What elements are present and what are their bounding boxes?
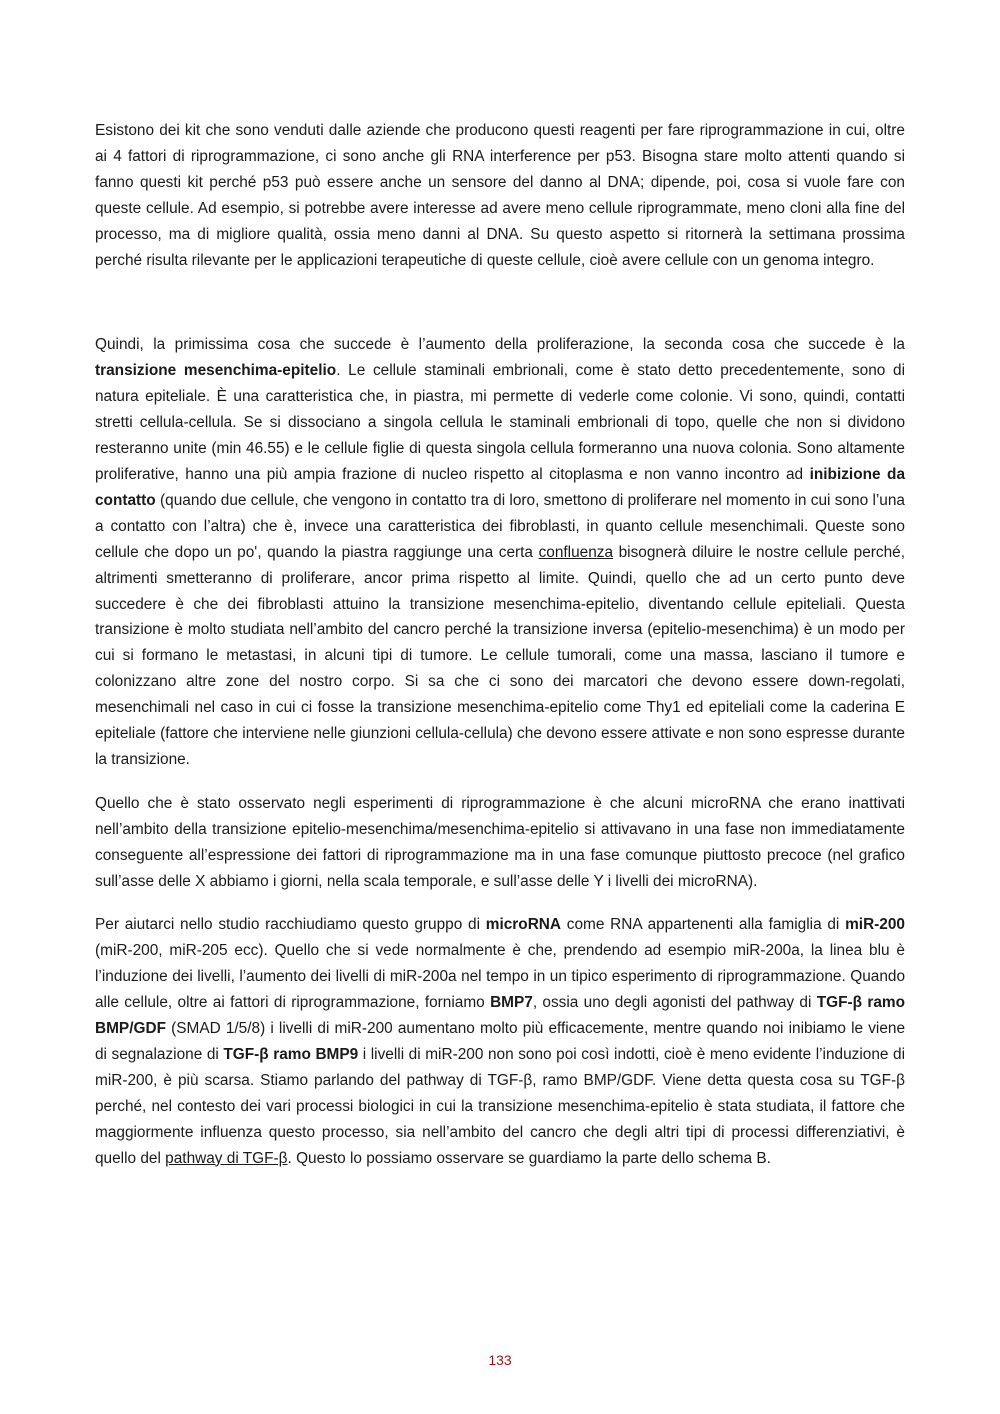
paragraph-gap bbox=[95, 894, 905, 912]
paragraph-mir200-family bbox=[95, 912, 905, 1171]
text-run: Quello che è stato osservato negli esperimenti di riprogrammazione è che alcuni microRNA che erano inattivati nell’ambito della transizione epitelio-mesenchima/mesenchima-epitelio si attivavano in una fase non immediatamente conseguente all’espressione dei fattori di riprogrammazione ma in una fase comunque piuttosto precoce (nel grafico sull’asse delle X abbiamo i giorni, nella scala temporale, e sull’asse delle Y i livelli dei microRNA). bbox=[95, 794, 905, 890]
page-content bbox=[95, 118, 905, 1172]
text-run: Per aiutarci nello studio racchiudiamo questo gruppo di bbox=[95, 916, 486, 934]
paragraph-kit-p53 bbox=[95, 118, 905, 273]
paragraph-gap bbox=[95, 773, 905, 791]
bold-term: microRNA bbox=[485, 916, 562, 934]
text-run: Quindi, la primissima cosa che succede è l’aumento della proliferazione, la seconda cosa che succede è la bbox=[95, 336, 905, 354]
text-run: come RNA appartenenti alla famiglia di bbox=[561, 916, 846, 934]
underlined-term: pathway di TGF-β bbox=[165, 1149, 288, 1167]
text-run: (miR-200, miR-205 ecc). Quello che si vede normalmente è che, prendendo ad esempio miR-200a, la linea blu è l’induzione dei livelli, l’aumento dei livelli di miR-200a nel tempo in un tipico esperimento di riprogrammazione. Quando alle cellule, oltre ai fattori di riprogrammazione, forniamo bbox=[95, 942, 905, 1012]
bold-term: BMP7 bbox=[490, 994, 533, 1012]
text-run: . Le cellule staminali embrionali, come è stato detto precedentemente, sono di natura epiteliale. È una caratteristica che, in piastra, mi permette di vederle come colonie. Vi sono, quindi, contatti stretti cellula-cellula. Se si dissociano a singola cellula le staminali embrionali di topo, quelle che non si dividono resteranno unite (min 46.55) e le cellule figlie di questa singola cellula formeranno una nuova colonia. Sono altamente proliferative, hanno una più ampia frazione di nucleo rispetto al citoplasma e non vanno incontro ad bbox=[95, 362, 905, 483]
text-run: , ossia uno degli agonisti del pathway di bbox=[532, 994, 817, 1012]
text-run: (quando due cellule, che vengono in contatto tra di loro, smettono di proliferare nel momento in cui sono l’una a contatto con l’altra) che è, invece una caratteristica dei fibroblasti, in quanto cellule mesenchimali. Queste sono cellule che dopo un po', quando la piastra raggiunge una certa bbox=[95, 491, 905, 561]
bold-term: miR-200 bbox=[845, 916, 905, 934]
page-number: 133 bbox=[488, 1352, 512, 1368]
bold-term: TGF-β ramo BMP9 bbox=[223, 1046, 359, 1063]
text-run: Esistono dei kit che sono venduti dalle aziende che producono questi reagenti per fare riprogrammazione in cui, oltre ai 4 fattori di riprogrammazione, ci sono anche gli RNA interference per p53. Bisogna stare molto attenti quando si fanno questi kit perché p53 può essere anche un sensore del danno al DNA; dipende, poi, cosa si vuole fare con queste cellule. Ad esempio, si potrebbe avere interesse ad avere meno cellule riprogrammate, meno cloni alla fine del processo, ma di migliore qualità, ossia meno danni al DNA. Su questo aspetto si ritornerà la settimana prossima perché risulta rilevante per le applicazioni terapeutiche di queste cellule, cioè avere cellule con un genoma integro. bbox=[95, 122, 905, 269]
text-run: bisognerà diluire le nostre cellule perché, altrimenti smetteranno di proliferare, ancor prima rispetto al limite. Quindi, quello che ad un certo punto deve succedere è che dei fibroblasti attuino la transizione mesenchima-epitelio, diventando cellule epiteliali. Questa transizione è molto studiata nell’ambito del cancro perché la transizione inversa (epitelio-mesenchima) è un modo per cui si formano le metastasi, in alcuni tipi di tumore. Le cellule tumorali, come una massa, lasciano il tumore e colonizzano altre zone del nostro corpo. Si sa che ci sono dei marcatori che devono essere down-regolati, mesenchimali nel caso in cui ci fosse la transizione mesenchima-epitelio come Thy1 ed epiteliali come la caderina E epiteliale (fattore che interviene nelle giunzioni cellula-cellula) che devono essere attivate e non sono espresse durante la transizione. bbox=[95, 543, 905, 768]
text-run: . Questo lo possiamo osservare se guardiamo la parte dello schema B. bbox=[287, 1149, 771, 1167]
bold-term: transizione mesenchima-epitelio bbox=[95, 362, 337, 380]
text-run: (SMAD 1/5/8) i livelli di miR-200 aumentano molto più efficacemente, mentre quando noi inibiamo le viene di segnalazione di bbox=[95, 1020, 905, 1063]
paragraph-microrna-observation bbox=[95, 791, 905, 895]
paragraph-gap bbox=[95, 273, 905, 332]
bold-term: inibizione da contatto bbox=[95, 465, 905, 509]
paragraph-mesenchymal-epithelial-transition bbox=[95, 332, 905, 772]
text-run: i livelli di miR-200 non sono poi così indotti, cioè è meno evidente l’induzione di miR-200, è più scarsa. Stiamo parlando del pathway di TGF-β, ramo BMP/GDF. Viene detta questa cosa su TGF-β perché, nel contesto dei vari processi biologici in cui la transizione mesenchima-epitelio è stata studiata, il fattore che maggiormente influenza questo processo, sia nell’ambito del cancro che degli altri tipi di processi differenziativi, è quello del bbox=[95, 1046, 905, 1167]
bold-term: TGF-β ramo BMP/GDF bbox=[95, 994, 905, 1038]
underlined-term: confluenza bbox=[538, 543, 614, 561]
